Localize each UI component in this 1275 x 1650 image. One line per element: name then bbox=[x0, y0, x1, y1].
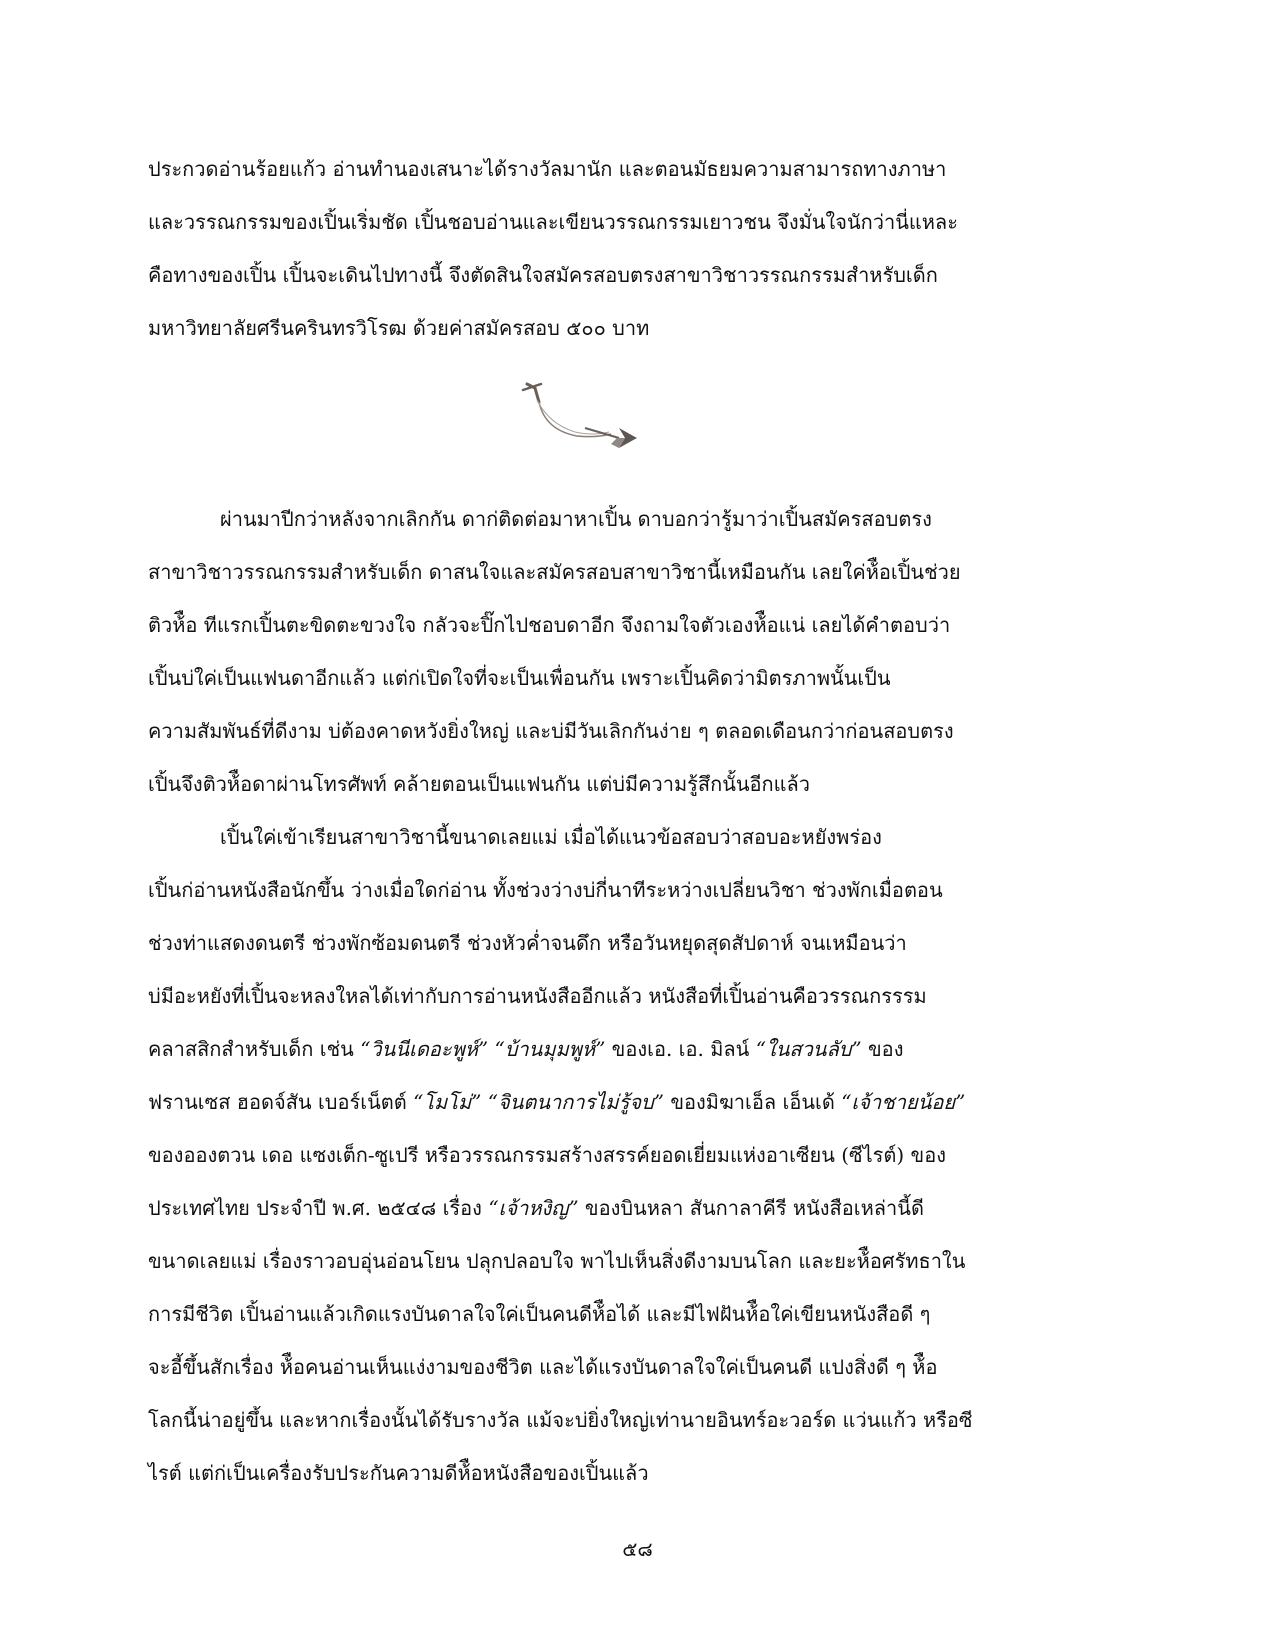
text-line: โลกนี้น่าอยู่ขึ้น และหากเรื่องนั้นได้รับรางวัล แม้จะบ่ยิ่งใหญ่เท่านายอินทร์อะวอร์ด แว่นแก้ว หรือซี bbox=[148, 1408, 973, 1432]
text-line bbox=[148, 1076, 1128, 1129]
page-number: ๕๘ bbox=[622, 1537, 653, 1561]
text-line: ติวห้ือ ทีแรกเปิ้นตะขิดตะขวงใจ กลัวจะปิ๊กไปชอบดาอีก จึงถามใจตัวเองห้ือแน่ เลยได้คำตอบว่า bbox=[148, 613, 951, 637]
text-line: ของอองตวน เดอ แซงเต็ก-ซูเปรี หรือวรรณกรรมสร้างสรรค์ยอดเยี่ยมแห่งอาเซียน (ซีไรต์) ของ bbox=[148, 1143, 946, 1167]
book-title: “จินตนาการไม่รู้จบ” bbox=[487, 1090, 664, 1114]
text-line: การมีชีวิต เปิ้นอ่านแล้วเกิดแรงบันดาลใจใค่เป็นคนดีห้ือได้ และมีไฟฝันห้ือใค่เขียนหนังสือดี ๆ bbox=[148, 1302, 931, 1326]
text-line: เปิ้นก่อ่านหนังสือนักขึ้น ว่างเมื่อใดก่อ่าน ทั้งช่วงว่างบ่กี่นาทีระหว่างเปลี่ยนวิชา ช่วงพักเมื่อตอน bbox=[148, 878, 943, 902]
text-line: ประกวดอ่านร้อยแก้ว อ่านทำนองเสนาะได้รางวัลมานัก และตอนมัธยมความสามารถทางภาษา bbox=[148, 157, 947, 181]
arrow-sling-icon bbox=[515, 378, 645, 468]
text-line: จะอี้ขึ้นสักเรื่อง ห้ือคนอ่านเห็นแง่งามของชีวิต และได้แรงบันดาลใจใค่เป็นคนดี แปงสิ่งดี ๆ ห้ือ bbox=[148, 1355, 938, 1379]
text-segment: ของเอ. เอ. มิลน์ bbox=[605, 1037, 756, 1061]
text-line: คือทางของเปิ้น เปิ้นจะเดินไปทางนี้ จึงตัดสินใจสมัครสอบตรงสาขาวิชาวรรณกรรมสำหรับเด็ก bbox=[148, 263, 938, 287]
text-line bbox=[148, 1182, 1128, 1235]
text-segment: ประเทศไทย ประจำปี พ.ศ. ๒๕๔๘ เรื่อง bbox=[148, 1196, 489, 1220]
text-line: ผ่านมาปีกว่าหลังจากเลิกกัน ดาก่ติดต่อมาหาเปิ้น ดาบอกว่ารู้มาว่าเปิ้นสมัครสอบตรง bbox=[220, 507, 932, 531]
book-title: “วินนีเดอะพูห์” bbox=[360, 1037, 489, 1061]
text-line: เปิ้นใค่เข้าเรียนสาขาวิชานี้ขนาดเลยแม่ เมื่อได้แนวข้อสอบว่าสอบอะหยังพร่อง bbox=[220, 825, 882, 849]
text-segment: ของ bbox=[861, 1037, 904, 1061]
text-line: บ่มีอะหยังที่เปิ้นจะหลงใหลได้เท่ากับการอ่านหนังสืออีกแล้ว หนังสือที่เปิ้นอ่านคือวรรณกรรรม bbox=[148, 984, 927, 1008]
text-segment: ของมิฆาเอ็ล เอ็นเด้ bbox=[663, 1090, 842, 1114]
text-line: มหาวิทยาลัยศรีนครินทรวิโรฒ ด้วยค่าสมัครสอบ ๕๐๐ บาท bbox=[148, 316, 650, 340]
text-line: และวรรณกรรมของเปิ้นเริ่มชัด เปิ้นชอบอ่านและเขียนวรรณกรรมเยาวชน จึงมั่นใจนักว่านี่แหละ bbox=[148, 210, 958, 234]
paragraph-2 bbox=[148, 493, 1128, 1500]
text-line: ไรต์ แต่ก่เป็นเครื่องรับประกันความดีห้ือหนังสือของเปิ้นแล้ว bbox=[148, 1461, 649, 1485]
book-title: “บ้านมุมพูห์” bbox=[494, 1037, 606, 1061]
text-line: ความสัมพันธ์ที่ดีงาม บ่ต้องคาดหวังยิ่งใหญ่ และบ่มีวันเลิกกันง่าย ๆ ตลอดเดือนกว่าก่อนสอบตรง bbox=[148, 719, 954, 743]
text-line bbox=[148, 1023, 1128, 1076]
paragraph-1 bbox=[148, 143, 1128, 355]
text-segment: ฟรานเซส ฮอดจ์สัน เบอร์เน็ตต์ bbox=[148, 1090, 414, 1114]
text-segment: ของบินหลา สันกาลาคีรี หนังสือเหล่านี้ดี bbox=[578, 1196, 924, 1220]
book-title: “โมโม่” bbox=[413, 1090, 482, 1114]
book-title: “ในสวนลับ” bbox=[755, 1037, 862, 1061]
text-segment: คลาสสิกสำหรับเด็ก เช่น bbox=[148, 1037, 361, 1061]
book-title: “เจ้าหงิญ” bbox=[488, 1196, 579, 1220]
book-title: “เจ้าชายน้อย” bbox=[841, 1090, 966, 1114]
text-line: เปิ้นจึงติวห้ือดาผ่านโทรศัพท์ คล้ายตอนเป็นแฟนกัน แต่บ่มีความรู้สึกนั้นอีกแล้ว bbox=[148, 772, 811, 796]
text-line: เปิ้นบ่ใค่เป็นแฟนดาอีกแล้ว แต่ก่เปิดใจที่จะเป็นเพื่อนกัน เพราะเปิ้นคิดว่ามิตรภาพนั้นเป็น bbox=[148, 666, 891, 690]
text-line: ขนาดเลยแม่ เรื่องราวอบอุ่นอ่อนโยน ปลุกปลอบใจ พาไปเห็นสิ่งดีงามบนโลก และยะห้ือศรัทธาใน bbox=[148, 1249, 966, 1273]
text-line: สาขาวิชาวรรณกรรมสำหรับเด็ก ดาสนใจและสมัครสอบสาขาวิชานี้เหมือนกัน เลยใค่ห้ือเปิ้นช่วย bbox=[148, 560, 961, 584]
text-line: ช่วงท่าแสดงดนตรี ช่วงพักซ้อมดนตรี ช่วงหัวค่ำจนดึก หรือวันหยุดสุดสัปดาห์ จนเหมือนว่า bbox=[148, 931, 907, 955]
